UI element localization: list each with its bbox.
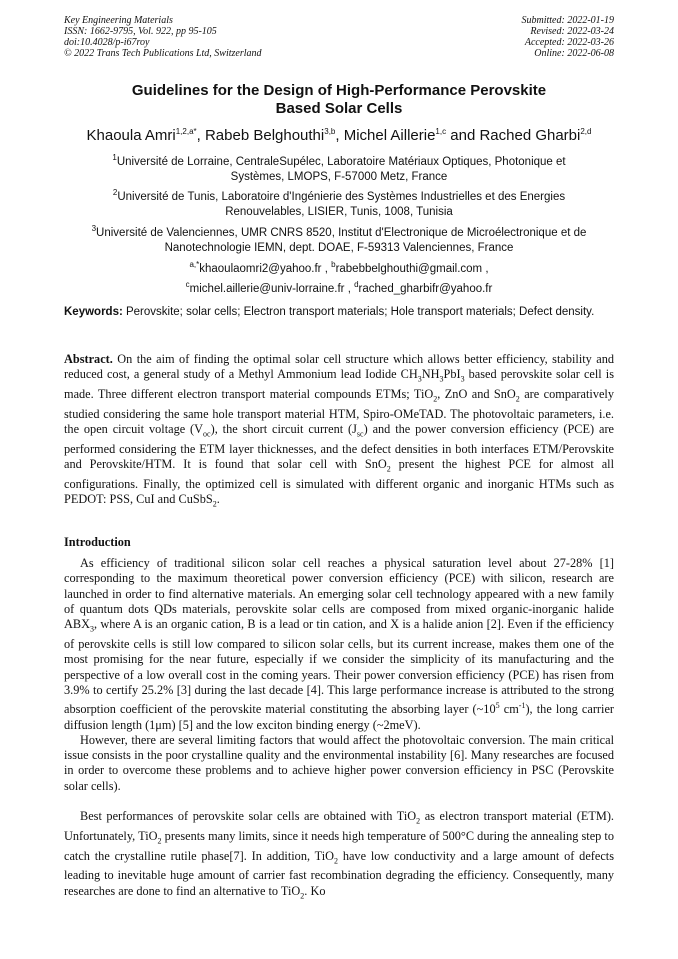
paper-title: Guidelines for the Design of High-Performance Perovskite Based Solar Cells	[131, 82, 547, 117]
email-link[interactable]: khaoulaomri2@yahoo.fr ,	[199, 262, 332, 275]
introduction-body	[64, 556, 614, 903]
author-name: , Rabeb Belghouthi	[196, 127, 325, 144]
doi: doi:10.4028/p-i67roy	[64, 37, 150, 48]
paragraph: Best performances of perovskite solar cells are obtained with TiO$_2$ as electron transport material (ETM). Unfortunately, TiO$_2$ presents many limits, since it needs high temperature of 500°C during the annealing step to catch the crystalline rutile phase[7]. In addition, TiO$_2$ have low conductivity and a large amount of defects leading to inevitable huge amount of carrier fast recombination degrading the efficiency. Consequently, many researches are done to find an alternative to TiO$_2$. Ko	[64, 809, 615, 900]
email-link[interactable]: rached_gharbifr@yahoo.fr	[358, 282, 493, 295]
abstract-label: Abstract.	[64, 352, 113, 366]
keywords-text: Perovskite; solar cells; Electron transport materials; Hole transport materials; Defect density.	[122, 306, 595, 318]
running-header	[64, 15, 614, 59]
paragraph: As efficiency of traditional silicon solar cell reaches a physical saturation level about 27-28% [1] corresponding to the maximum theoretical power conversion efficiency (PCE) with silicon, research are launched in order to find alternative materials. An emerging solar cell technology appeared with a new family of quantum dots QDs materials, perovskite solar cells are composed from mixed organic-inorganic halide $ABX_3$, where A is an organic cation, B is a lead or tin cation, and X is a halide anion [2]. Even if the efficiency of perovskite cells is still low compared to silicon solar cells, but its current increase, makes them one of the most promising for the near future, especially if we consider the simplicity of its manufacturing and the perspective of a low overall cost in the coming years. Their power conversion efficiency (PCE) has risen from 3.9% to certify 25.2% [3] during the last decade [4]. This large performance increase is attributed to the strong absorption coefficient of the perovskite material constituting the absorbing layer ($\sim 10^5$ $cm^{-1}$), the long carrier diffusion length (1μm) [5] and the low exciton binding energy (~2meV).	[64, 556, 614, 732]
journal-name: Key Engineering Materials	[64, 15, 173, 26]
affiliation-1: $^1$Université de Lorraine, CentraleSupélec, Laboratoire Matériaux Optiques, Photonique et Systèmes, LMOPS, F-57000 Metz, France	[112, 153, 566, 183]
accepted-date: Accepted: 2022-03-26	[524, 37, 614, 48]
paragraph: However, there are several limiting factors that would affect the photovoltaic conversion. The main critical issue consists in the poor crystalline quality and the environmental instability [6]. Many researches are focused in order to overcome these problems and to achieve higher power conversion efficiency in PSC (Perovskite solar cells).	[64, 732, 614, 793]
dates-info	[522, 15, 615, 59]
author-list: Khaoula Amri$^{1,2,a*}$, Rabeb Belghouthi$^{3,b}$, Michel Aillerie$^{1,c}$ and Rached Gharbi$^{2,d}$	[86, 127, 592, 144]
affiliation-3: $^3$Université de Valenciennes, UMR CNRS 8520, Institut d'Electronique de Microélectronique et de Nanotechnologie IEMN, dept. DOAE, F-59313 Valenciennes, France	[91, 224, 587, 254]
abstract: Abstract. On the aim of finding the optimal solar cell structure which allows better efficiency, stability and reduced cost, a general study of a Methyl Ammonium lead Iodide $CH_3NH_3PbI_3$ based perovskite solar cell is made. Three different electron transport material compounds ETMs; TiO$_2$, ZnO and SnO$_2$ are comparatively studied considering the same hole transport material HTM, Spiro-OMeTAD. The photovoltaic parameters, i.e. the open circuit voltage $(V_{oc})$, the short circuit current $(J_{sc})$ and the power conversion efficiency (PCE) are performed considering the ETM layer thicknesses, and the defect densities in both interfaces ETM/Perovskite and Perovskite/HTM. It is found that solar cell with SnO$_2$ present the highest PCE for almost all configurations. Finally, the optimized cell is simulated with different organic and inorganic HTMs such as PEDOT: PSS, CuI and CuSbS$_2$.	[64, 352, 615, 509]
author-name: and Rached Gharbi	[446, 127, 581, 144]
submitted-date: Submitted: 2022-01-19	[521, 15, 614, 26]
revised-date: Revised: 2022-03-24	[530, 26, 614, 37]
keywords-label: Keywords:	[64, 306, 123, 318]
issn: ISSN: 1662-9795, Vol. 922, pp 95-105	[64, 26, 217, 37]
email-link[interactable]: rabebbelghouthi@gmail.com ,	[335, 262, 489, 275]
section-heading-introduction: Introduction	[64, 535, 131, 549]
journal-info	[64, 15, 262, 59]
copyright: © 2022 Trans Tech Publications Ltd, Switzerland	[64, 48, 262, 59]
online-date: Online: 2022-06-08	[534, 48, 614, 59]
author-name: , Michel Aillerie	[335, 127, 436, 144]
email-link[interactable]: michel.aillerie@univ-lorraine.fr ,	[189, 282, 355, 295]
affiliation-2: $^2$Université de Tunis, Laboratoire d'Ingénierie des Systèmes Industrielles et des Energies Renouvelables, LISIER, Tunis, 1008, Tunisia	[112, 188, 566, 218]
author-emails: $^{a,*}$khaoulaomri2@yahoo.fr , $^b$rabebbelghouthi@gmail.com , $^c$michel.aillerie@univ-lorraine.fr , $^d$rached_gharbifr@yahoo.fr	[185, 260, 493, 295]
keywords	[64, 305, 614, 320]
author-name: Khaoula Amri	[86, 127, 176, 144]
